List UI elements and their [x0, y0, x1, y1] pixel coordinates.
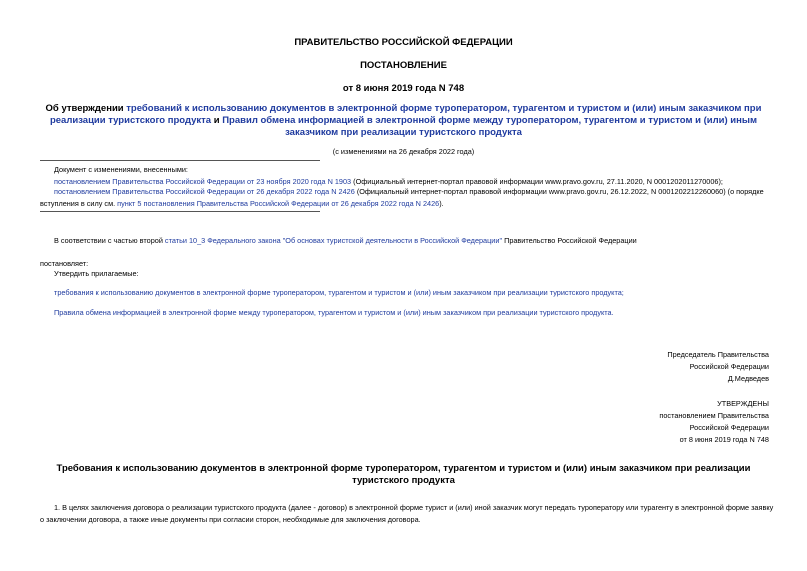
preamble-paragraph: В соответствии с частью второй статьи 10_3 Федерального закона "Об основах туристской деятельности в Российской Федерации" Правительство Российской Федерации — [54, 236, 637, 245]
change-link-2022[interactable]: постановлением Правительства Российской Федерации от 26 декабря 2022 года N 2426 — [54, 187, 355, 196]
title-link-requirements[interactable]: требований к использованию документов в электронной форме туроператором, турагентом и туристом и (или) иным заказчиком при реализации туристского продукта — [49, 103, 762, 126]
signature-block: Председатель Правительства Российской Федерации Д.Медведев — [667, 350, 769, 383]
document-type: ПОСТАНОВЛЕНИЕ — [360, 60, 447, 71]
changes-item-2: постановлением Правительства Российской Федерации от 26 декабря 2022 года N 2426 (Официальный интернет-портал правовой информации www.pravo.gov.ru, 26.12.2022, N 0001202212260060) (о порядке вступления в силу см. пункт 5 постановления Правительства Российской Федерации от 26 декабря 2022 года N 2426). — [40, 187, 764, 208]
title-middle: и — [211, 115, 223, 126]
title-link-rules[interactable]: Правил обмена информацией в электронной форме между туроператором, турагентом и туристом и (или) иным заказчиком при реализации туристского продукта — [222, 115, 758, 138]
changes-item-1: постановлением Правительства Российской Федерации от 23 ноября 2020 года N 1903 (Официальный интернет-портал правовой информации www.pravo.gov.ru, 27.11.2020, N 0001202011270006); — [54, 177, 723, 186]
change-link-2020[interactable]: постановлением Правительства Российской Федерации от 23 ноября 2020 года N 1903 — [54, 177, 352, 186]
law-article-link[interactable]: статьи 10_3 Федерального закона "Об основах туристской деятельности в Российской Федерации" — [164, 236, 503, 245]
requirements-title: Требования к использованию документов в электронной форме туроператором, турагентом и туристом и (или) иным заказчиком при реализации туристского продукта — [56, 463, 751, 486]
title-prefix: Об утверждении — [45, 103, 127, 114]
approved-item-rules[interactable]: Правила обмена информацией в электронной форме между туроператором, турагентом и туристом и (или) иным заказчиком при реализации туристского продукта. — [54, 308, 614, 317]
approved-stamp-block: УТВЕРЖДЕНЫ постановлением Правительства Российской Федерации от 8 июня 2019 года N 748 — [659, 399, 769, 444]
government-name: ПРАВИТЕЛЬСТВО РОССИЙСКОЙ ФЕДЕРАЦИИ — [294, 37, 513, 48]
changes-top-rule — [40, 160, 320, 161]
change-link-point5[interactable]: пункт 5 постановления Правительства Российской Федерации от 26 декабря 2022 года N 2426 — [117, 198, 440, 208]
changes-intro: Документ с изменениями, внесенными: — [54, 165, 188, 174]
approved-item-requirements[interactable]: требования к использованию документов в электронной форме туроператором, турагентом и туристом и (или) иным заказчиком при реализации туристского продукта; — [54, 288, 624, 297]
revision-note: (с изменениями на 26 декабря 2022 года) — [332, 147, 475, 156]
requirements-paragraph-1: 1. В целях заключения договора о реализации туристского продукта (далее - договор) в электронной форме турист и (или) иной заказчик могут передать туроператору или турагенту в электронной форме заявку о заключении договора, а также иные документы при согласии сторон, необходимые для заключения договора. — [40, 503, 774, 524]
document-title — [34, 103, 773, 139]
document-date-number: от 8 июня 2019 года N 748 — [342, 83, 465, 94]
approve-intro: Утвердить прилагаемые: — [54, 269, 139, 278]
changes-bottom-rule — [40, 211, 320, 212]
decrees-word: постановляет: — [40, 259, 89, 268]
